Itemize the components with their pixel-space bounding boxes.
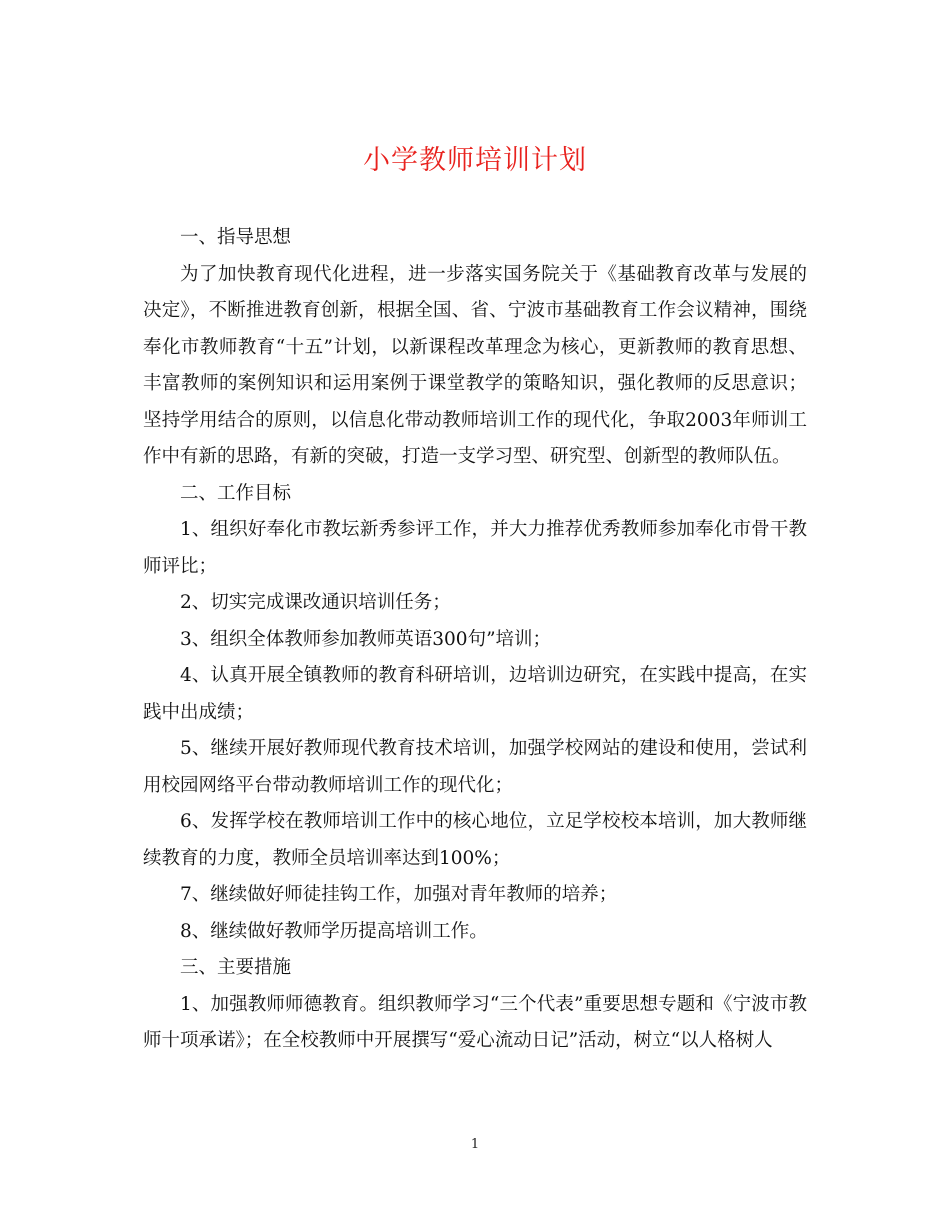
heading-work-goals: 二、工作目标 xyxy=(180,482,292,504)
goal-item-4: 4、认真开展全镇教师的教育科研培训，边培训边研究，在实践中提高，在实践中出成绩； xyxy=(143,665,807,723)
goal-item-3: 3、组织全体教师参加教师英语300句”培训； xyxy=(180,628,552,650)
paragraph-guiding-ideology: 为了加快教育现代化进程，进一步落实国务院关于《基础教育改革与发展的决定》，不断推进教育创新，根据全国、省、宁波市基础教育工作会议精神，围绕奉化市教师教育“十五”计划，以新课程改革理念为核心，更新教师的教育思想、丰富教师的案例知识和运用案例于课堂教学的策略知识，强化教师的反思意识；坚持学用结合的原则，以信息化带动教师培训工作的现代化，争取2003年师训工作中有新的思路，有新的突破，打造一支学习型、研究型、创新型的教师队伍。 xyxy=(143,263,807,467)
goal-item-6: 6、发挥学校在教师培训工作中的核心地位，立足学校校本培训，加大教师继续教育的力度，教师全员培训率达到100%； xyxy=(143,811,807,869)
goal-item-8: 8、继续做好教师学历提高培训工作。 xyxy=(180,920,488,942)
document-body xyxy=(143,220,807,1060)
document-title: 小学教师培训计划 xyxy=(363,145,587,176)
heading-main-measures: 三、主要措施 xyxy=(180,957,292,978)
goal-item-7: 7、继续做好师徒挂钩工作，加强对青年教师的培养； xyxy=(180,884,618,905)
heading-guiding-ideology: 一、指导思想 xyxy=(180,227,292,248)
goal-item-1: 1、组织好奉化市教坛新秀参评工作，并大力推荐优秀教师参加奉化市骨干教师评比； xyxy=(143,519,807,577)
goal-item-2: 2、切实完成课改通识培训任务； xyxy=(180,592,451,613)
measure-item-1: 1、加强教师师德教育。组织教师学习“三个代表”重要思想专题和《宁波市教师十项承诺》；在全校教师中开展撰写“爱心流动日记”活动，树立“以人格树人 xyxy=(143,993,807,1051)
page-number: 1 xyxy=(470,1137,480,1152)
goal-item-5: 5、继续开展好教师现代教育技术培训，加强学校网站的建设和使用，尝试利用校园网络平台带动教师培训工作的现代化； xyxy=(143,738,807,796)
